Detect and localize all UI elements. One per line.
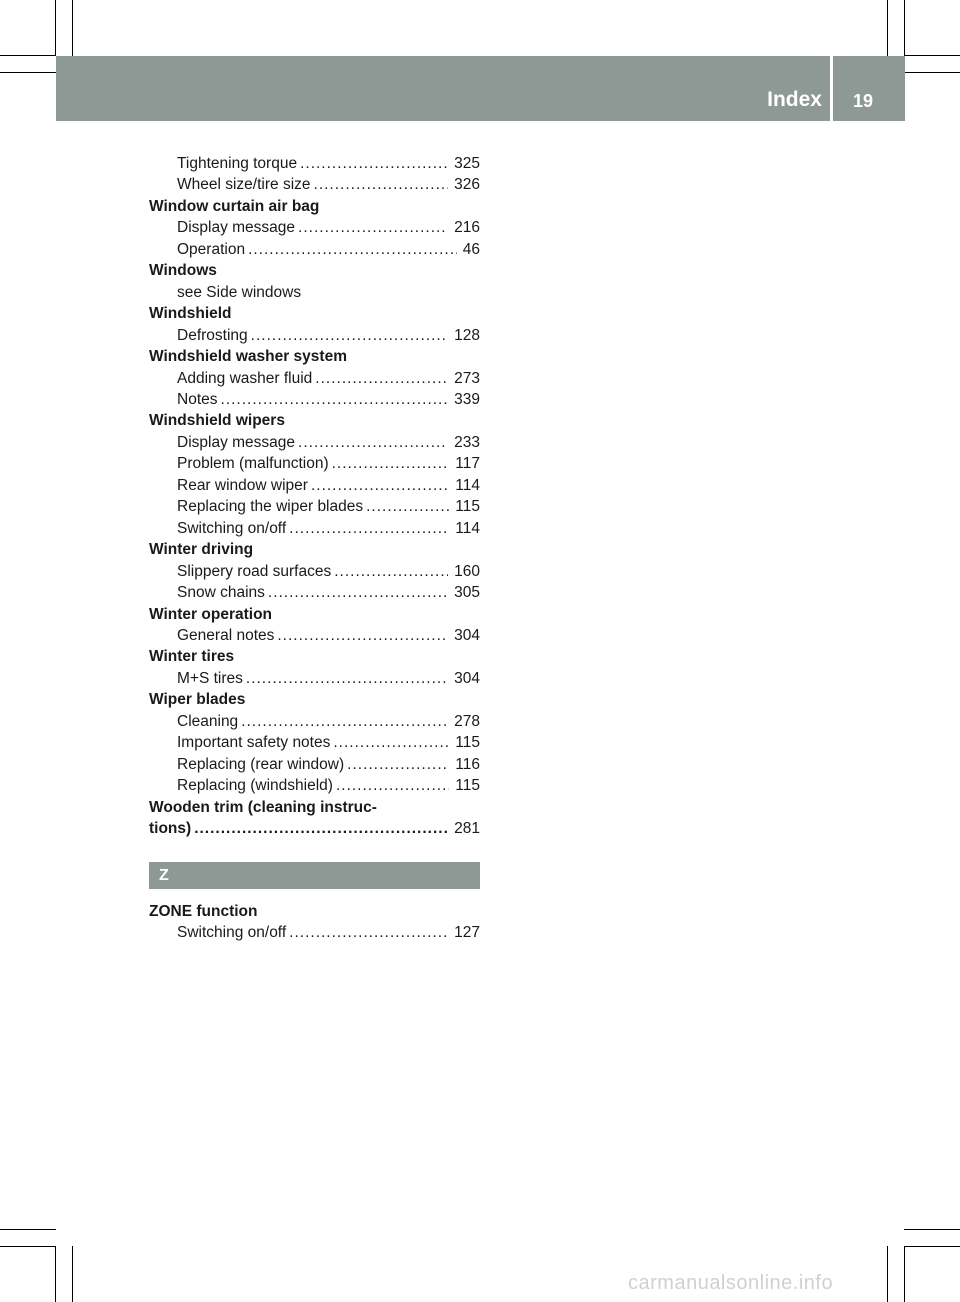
entry-label: Tightening torque	[177, 155, 298, 172]
watermark: carmanualsonline.info	[628, 1272, 834, 1294]
entry-page-number: 278	[454, 712, 480, 730]
entry-page-number: 281	[454, 820, 480, 838]
index-entry	[149, 518, 480, 539]
entry-page-number: 115	[455, 498, 480, 516]
index-heading: Wiper blades	[149, 691, 246, 709]
entry-label: Notes	[177, 390, 218, 408]
index-heading: Winter operation	[149, 605, 273, 623]
dot-leader	[332, 453, 450, 474]
entry-label: Slippery road surfaces	[177, 562, 332, 580]
entry-page-number: 160	[454, 562, 480, 580]
index-entry	[149, 153, 480, 174]
entry-page-number: 46	[462, 240, 480, 258]
index-entry	[149, 475, 480, 496]
entry-page-number: 115	[455, 777, 480, 795]
index-entry	[149, 496, 480, 517]
crop-mark	[0, 72, 56, 73]
index-entry	[149, 453, 480, 474]
index-heading: Windshield washer system	[149, 348, 347, 366]
entry-label: Cleaning	[177, 712, 239, 730]
dot-leader	[248, 239, 457, 260]
entry-page-number: 304	[454, 669, 480, 687]
dot-leader	[268, 582, 448, 603]
index-entry	[149, 711, 480, 732]
dot-leader	[298, 217, 448, 238]
entry-label: Defrosting	[177, 326, 248, 344]
dot-leader	[289, 922, 448, 943]
dot-leader	[334, 561, 448, 582]
crop-mark	[904, 55, 960, 56]
index-list-z	[149, 901, 480, 944]
crop-mark	[72, 1246, 73, 1302]
entry-label: Switching on/off	[177, 519, 287, 537]
index-entry	[149, 389, 480, 410]
crop-mark	[887, 1246, 888, 1302]
crop-mark	[904, 1229, 960, 1230]
dot-leader	[241, 711, 448, 732]
entry-label: Wheel size/tire size	[177, 176, 311, 194]
dot-leader	[311, 475, 449, 496]
dot-leader	[277, 625, 448, 646]
dot-leader	[194, 818, 448, 839]
crop-mark	[887, 0, 888, 56]
entry-label: General notes	[177, 626, 275, 644]
crop-mark	[55, 0, 56, 56]
page-number: 19	[853, 91, 874, 111]
index-entry	[149, 732, 480, 753]
entry-page-number: 128	[454, 326, 480, 344]
index-entry	[149, 754, 480, 775]
index-entry	[149, 561, 480, 582]
entry-page-number: 127	[454, 923, 480, 941]
entry-page-number: 117	[455, 455, 480, 473]
entry-label: M+S tires	[177, 669, 243, 687]
index-entry	[149, 625, 480, 646]
index-entry	[149, 174, 480, 195]
index-entry	[149, 368, 480, 389]
header-title: Index	[767, 88, 822, 111]
index-list	[149, 153, 480, 840]
crop-mark	[0, 1229, 56, 1230]
dot-leader	[246, 668, 448, 689]
entry-page-number: 273	[454, 369, 480, 387]
entry-page-number: 339	[454, 390, 480, 408]
entry-label: Replacing (rear window)	[177, 755, 345, 773]
index-entry: see Side windows	[177, 283, 302, 301]
crop-mark	[904, 1246, 905, 1302]
index-heading: Windshield wipers	[149, 412, 285, 430]
entry-label: tions)	[149, 820, 192, 838]
dot-leader	[315, 368, 448, 389]
entry-page-number: 216	[454, 219, 480, 237]
index-entry	[149, 432, 480, 453]
index-heading: ZONE function	[149, 902, 258, 920]
index-heading: Wooden trim (cleaning instruc-	[149, 798, 377, 816]
crop-mark	[55, 1246, 56, 1302]
dot-leader	[366, 496, 449, 517]
entry-page-number: 115	[455, 734, 480, 752]
dot-leader	[347, 754, 449, 775]
crop-mark	[0, 55, 56, 56]
entry-label: Display message	[177, 433, 296, 451]
dot-leader	[289, 518, 449, 539]
crop-mark	[904, 0, 905, 56]
index-entry	[149, 239, 480, 260]
index-heading: Windows	[149, 262, 217, 280]
crop-mark	[0, 1246, 56, 1247]
entry-label: Operation	[177, 240, 246, 258]
entry-label: Snow chains	[177, 584, 265, 602]
index-entry	[149, 668, 480, 689]
dot-leader	[314, 174, 449, 195]
entry-page-number: 325	[454, 155, 480, 172]
entry-label: Switching on/off	[177, 923, 287, 941]
index-entry	[149, 775, 480, 796]
index-entry	[149, 582, 480, 603]
index-entry	[149, 325, 480, 346]
index-heading: Windshield	[149, 305, 232, 323]
index-heading: Window curtain air bag	[149, 197, 320, 215]
entry-label: Display message	[177, 219, 296, 237]
dot-leader	[251, 325, 448, 346]
dot-leader	[336, 775, 449, 796]
index-column	[149, 153, 480, 943]
entry-page-number: 116	[455, 755, 480, 773]
entry-page-number: 304	[454, 626, 480, 644]
index-heading: Winter tires	[149, 648, 235, 666]
entry-page-number: 114	[455, 519, 480, 537]
entry-label: Replacing the wiper blades	[177, 498, 364, 516]
entry-label: Replacing (windshield)	[177, 777, 333, 795]
section-header-z: Z	[149, 862, 480, 889]
index-entry	[149, 922, 480, 943]
dot-leader	[298, 432, 448, 453]
entry-page-number: 233	[454, 433, 480, 451]
header-divider	[830, 56, 833, 121]
index-heading: Winter driving	[149, 541, 254, 559]
dot-leader	[221, 389, 449, 410]
entry-page-number: 326	[454, 176, 480, 194]
entry-page-number: 114	[455, 476, 480, 494]
entry-label: Important safety notes	[177, 734, 331, 752]
crop-mark	[72, 0, 73, 56]
entry-label: Problem (malfunction)	[177, 455, 329, 473]
entry-page-number: 305	[454, 584, 480, 602]
entry-label: Rear window wiper	[177, 476, 308, 494]
entry-label: Adding washer fluid	[177, 369, 313, 387]
dot-leader	[300, 153, 448, 174]
crop-mark	[904, 1246, 960, 1247]
dot-leader	[333, 732, 449, 753]
index-entry	[149, 217, 480, 238]
crop-mark	[904, 72, 960, 73]
index-heading	[149, 818, 480, 839]
